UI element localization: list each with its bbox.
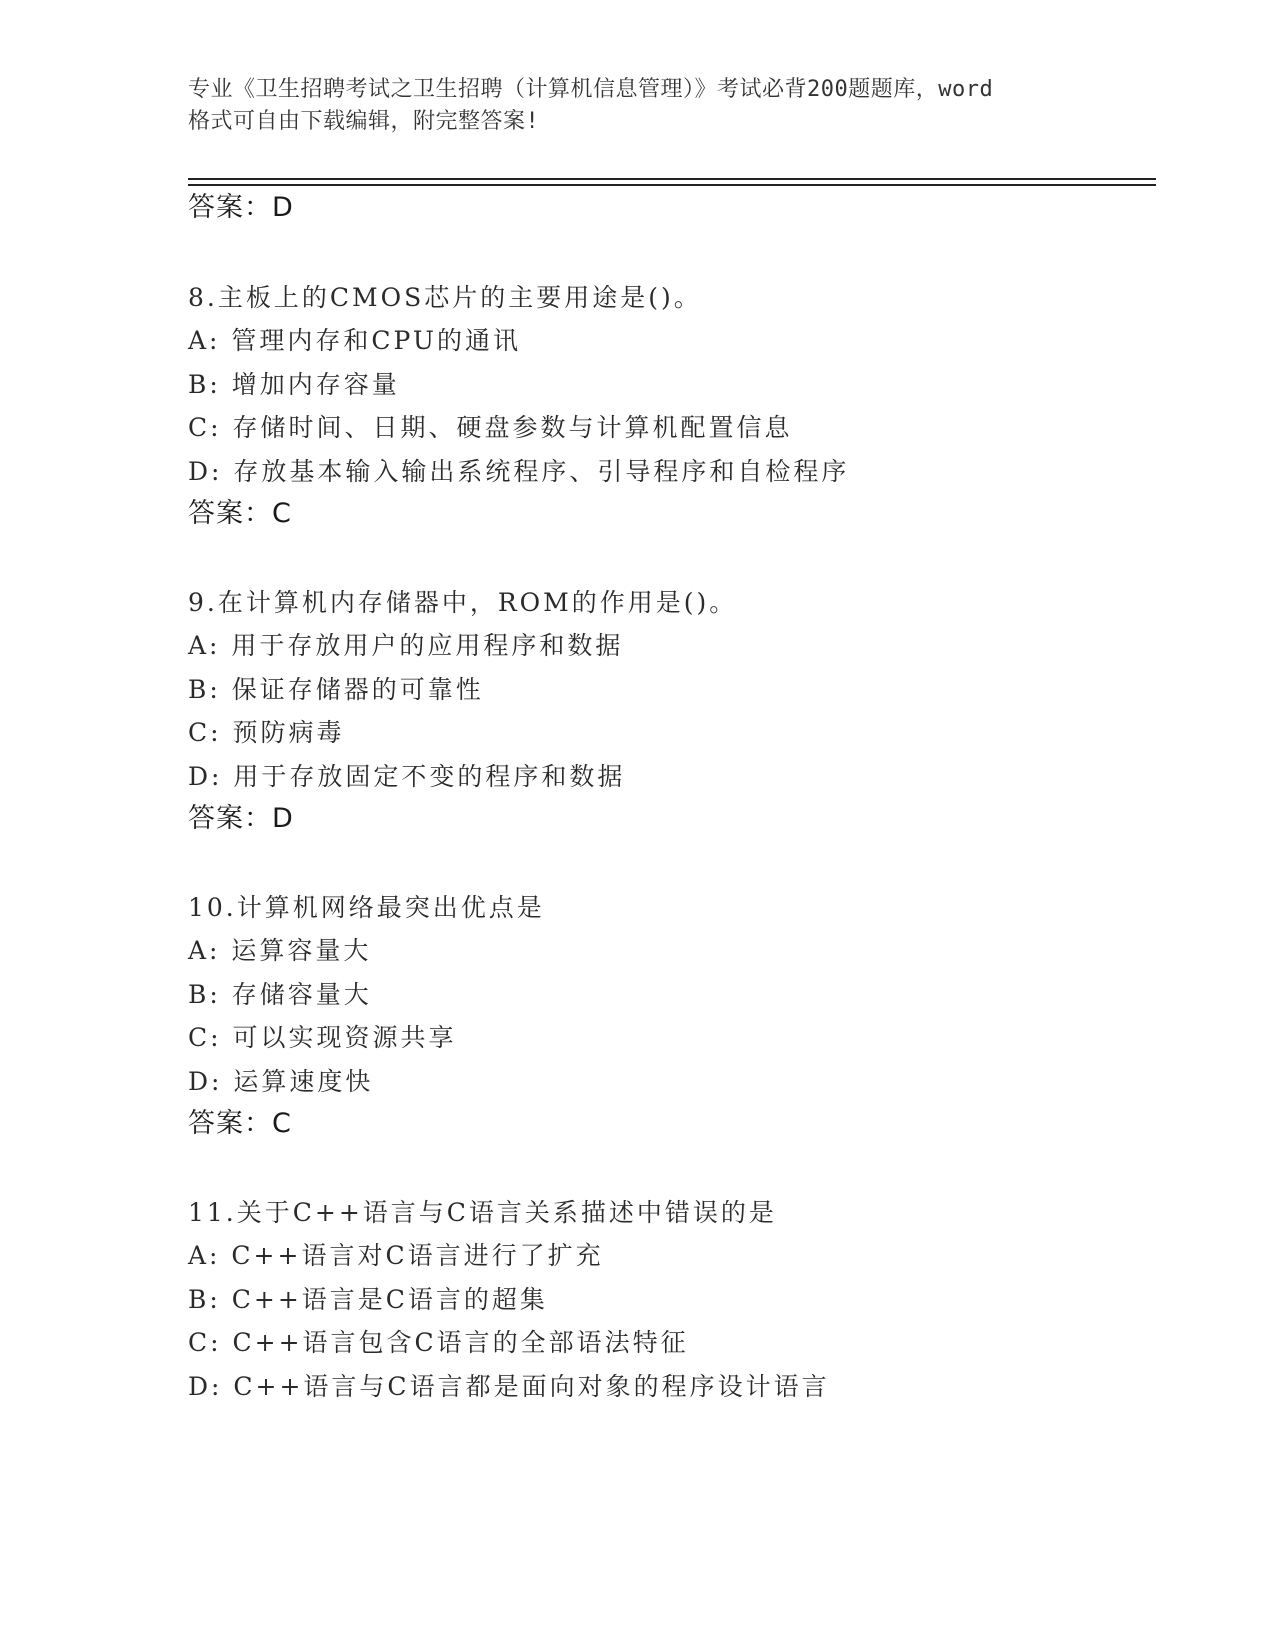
question-8-text: 8.主板上的CMOS芯片的主要用途是()。	[188, 283, 702, 312]
question-9-option-d: D: 用于存放固定不变的程序和数据	[188, 762, 626, 791]
answer-9: 答案：D	[188, 803, 294, 834]
question-9-option-c: C: 预防病毒	[188, 718, 345, 747]
question-10-option-d: D: 运算速度快	[188, 1067, 374, 1096]
document-header	[188, 74, 1088, 138]
header-line-2: 格式可自由下载编辑，附完整答案!	[188, 109, 540, 134]
answer-10: 答案：C	[188, 1108, 292, 1139]
question-11-option-b: B: C++语言是C语言的超集	[188, 1285, 548, 1314]
question-8-option-c: C: 存储时间、日期、硬盘参数与计算机配置信息	[188, 413, 793, 442]
question-10-option-b: B: 存储容量大	[188, 980, 372, 1009]
header-divider-top	[188, 178, 1156, 180]
answer-7: 答案：D	[188, 192, 294, 223]
question-10-option-a: A: 运算容量大	[188, 936, 372, 965]
question-11-text: 11.关于C++语言与C语言关系描述中错误的是	[188, 1198, 777, 1227]
question-9-text: 9.在计算机内存储器中，ROM的作用是()。	[188, 588, 738, 617]
question-8-option-b: B: 增加内存容量	[188, 370, 400, 399]
question-10-text: 10.计算机网络最突出优点是	[188, 893, 545, 922]
answer-8: 答案：C	[188, 498, 292, 529]
question-8-option-a: A: 管理内存和CPU的通讯	[188, 326, 522, 355]
question-8-option-d: D: 存放基本输入输出系统程序、引导程序和自检程序	[188, 457, 850, 486]
question-10-option-c: C: 可以实现资源共享	[188, 1023, 457, 1052]
question-9-option-a: A: 用于存放用户的应用程序和数据	[188, 631, 624, 660]
question-11-option-c: C: C++语言包含C语言的全部语法特征	[188, 1328, 689, 1357]
question-9-option-b: B: 保证存储器的可靠性	[188, 675, 484, 704]
header-line-1: 专业《卫生招聘考试之卫生招聘（计算机信息管理）》考试必背200题题库，word	[188, 77, 994, 102]
question-11-option-d: D: C++语言与C语言都是面向对象的程序设计语言	[188, 1372, 830, 1401]
question-11-option-a: A: C++语言对C语言进行了扩充	[188, 1241, 604, 1270]
header-divider-bottom	[188, 184, 1156, 186]
